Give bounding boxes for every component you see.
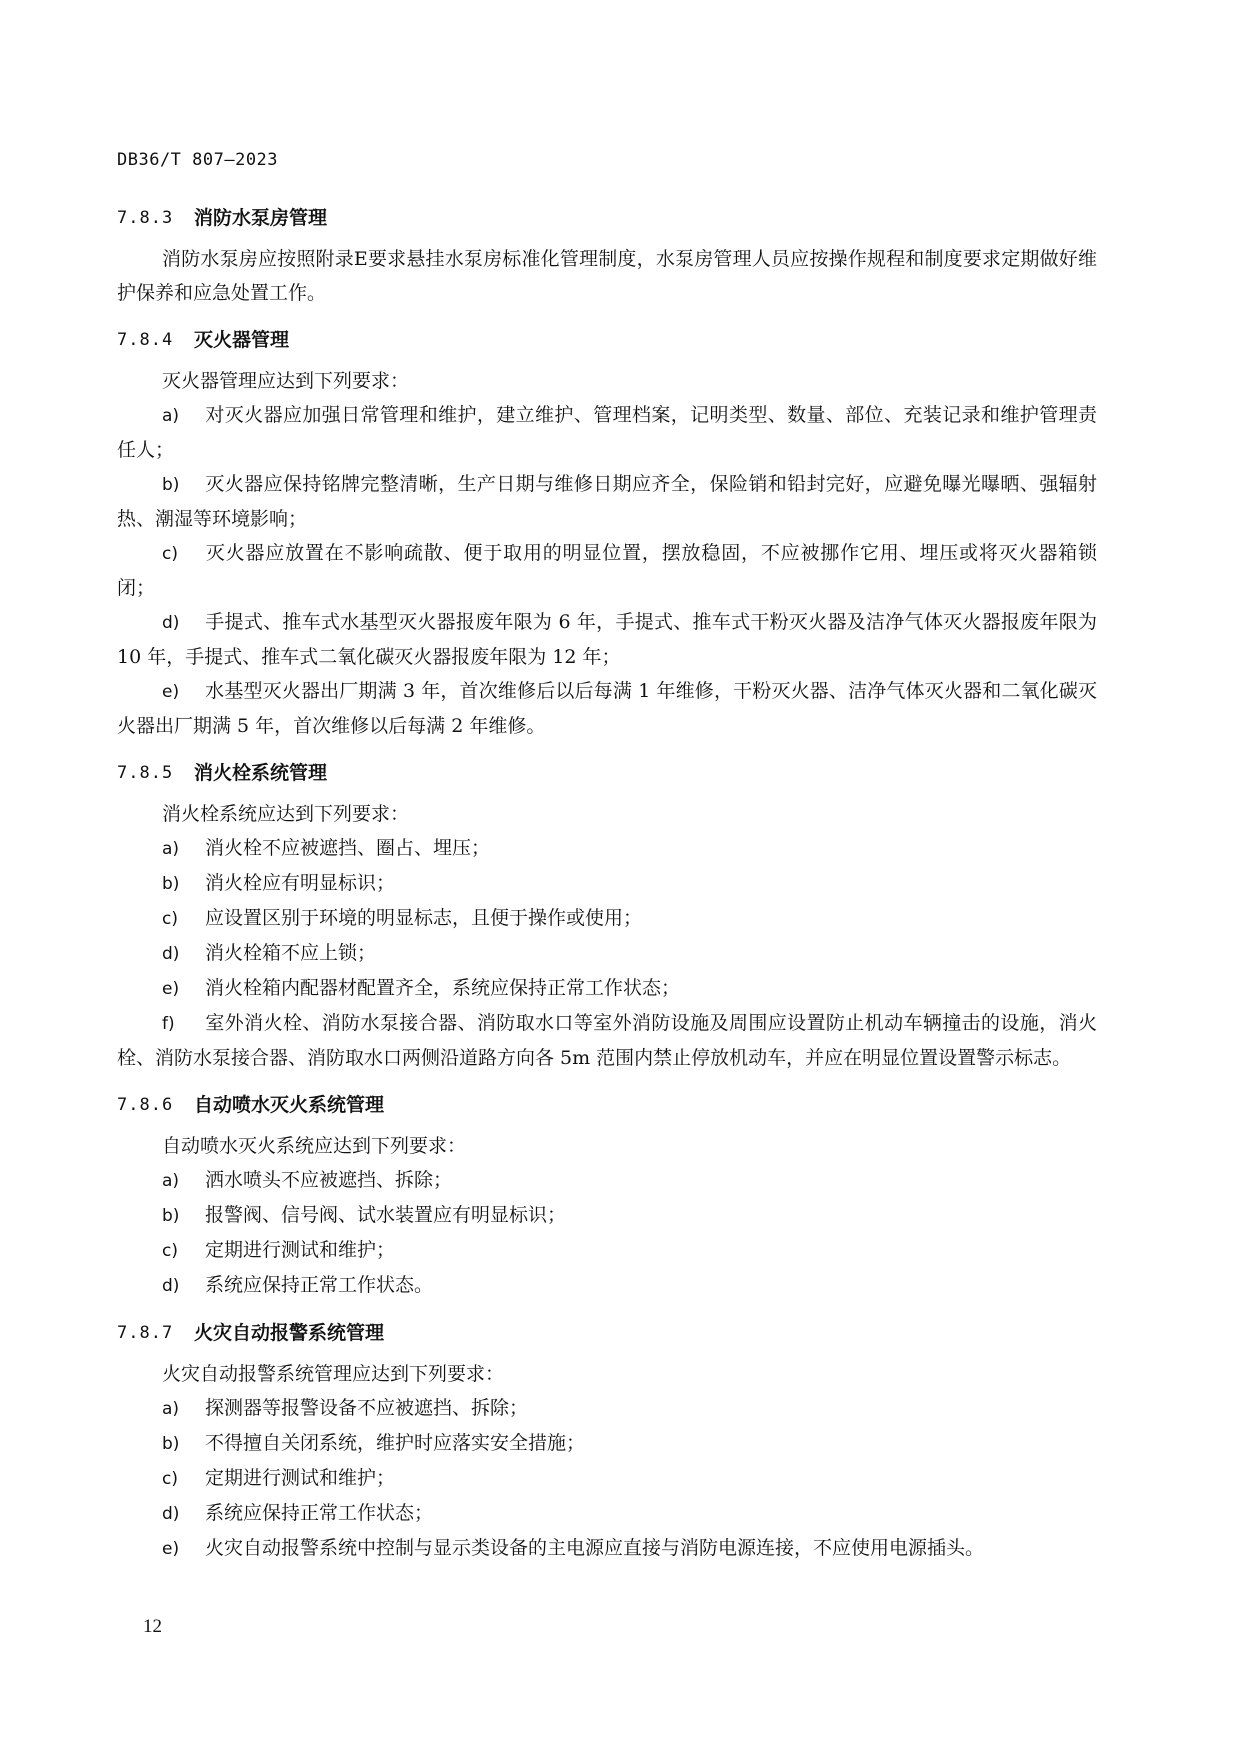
list-text: 定期进行测试和维护；: [205, 1467, 396, 1489]
list-text: 洒水喷头不应被遮挡、拆除；: [205, 1169, 453, 1191]
list-label: e): [162, 1539, 180, 1559]
list-item: [117, 1391, 1097, 1426]
list-label: f): [162, 1014, 175, 1034]
list-label: c): [162, 1469, 178, 1489]
list-item: [117, 1496, 1097, 1531]
list-text: 手提式、推车式水基型灭火器报废年限为 6 年，手提式、推车式干粉灭火器及洁净气体灭火器报废年限为 10 年，手提式、推车式二氧化碳灭火器报废年限为 12 年；: [117, 611, 1097, 668]
section-number: 7.8.7: [117, 1323, 174, 1343]
list-label: b): [162, 1206, 180, 1226]
section-number: 7.8.3: [117, 208, 174, 228]
section-intro: 消火栓系统应达到下列要求：: [162, 803, 410, 825]
list-label: d): [162, 1504, 180, 1524]
section-intro: 灭火器管理应达到下列要求：: [162, 370, 410, 392]
list-label: c): [162, 909, 178, 929]
list-text: 系统应保持正常工作状态；: [205, 1502, 434, 1524]
section-title: 自动喷水灭火系统管理: [194, 1094, 385, 1116]
list-item: [117, 1461, 1097, 1496]
list-label: b): [162, 1434, 180, 1454]
list-item: [117, 971, 1097, 1006]
section-number: 7.8.5: [117, 763, 174, 783]
list-text: 消火栓不应被遮挡、圈占、埋压；: [205, 837, 491, 859]
list-item: [117, 1198, 1097, 1233]
section-number: 7.8.6: [117, 1095, 174, 1115]
section-intro: 火灾自动报警系统管理应达到下列要求：: [162, 1363, 505, 1385]
list-text: 不得擅自关闭系统，维护时应落实安全措施；: [205, 1432, 586, 1454]
list-text: 灭火器应放置在不影响疏散、便于取用的明显位置，摆放稳固，不应被挪作它用、埋压或将灭火器箱锁闭；: [117, 542, 1097, 599]
list-item: [117, 1163, 1097, 1198]
list-text: 火灾自动报警系统中控制与显示类设备的主电源应直接与消防电源连接，不应使用电源插头。: [205, 1537, 985, 1559]
section-number: 7.8.4: [117, 330, 174, 350]
list-item: [117, 1426, 1097, 1461]
section-heading: [117, 198, 1097, 238]
list-text: 水基型灭火器出厂期满 3 年，首次维修后以后每满 1 年维修，干粉灭火器、洁净气体灭火器和二氧化碳灭火器出厂期满 5 年，首次维修以后每满 2 年维修。: [117, 680, 1097, 737]
list-text: 消火栓应有明显标识；: [205, 872, 396, 894]
section-heading: [117, 753, 1097, 793]
list-item: [117, 674, 1097, 743]
list-label: e): [162, 682, 180, 702]
list-label: a): [162, 839, 180, 859]
list-item: [117, 936, 1097, 971]
list-label: b): [162, 475, 180, 495]
section-7-8-4: [117, 320, 1097, 743]
list-item: [117, 1006, 1097, 1075]
list-item: [117, 1531, 1097, 1566]
list-label: e): [162, 979, 180, 999]
list-text: 应设置区别于环境的明显标志，且便于操作或使用；: [205, 907, 643, 929]
list-text: 对灭火器应加强日常管理和维护，建立维护、管理档案，记明类型、数量、部位、充装记录和维护管理责任人；: [117, 404, 1097, 461]
list-item: [117, 1268, 1097, 1303]
document-body: [117, 198, 1097, 1576]
section-7-8-6: [117, 1085, 1097, 1303]
section-7-8-3: [117, 198, 1097, 310]
list-label: a): [162, 406, 180, 426]
list-item: [117, 901, 1097, 936]
section-title: 火灾自动报警系统管理: [194, 1322, 385, 1344]
list-label: c): [162, 544, 178, 564]
list-item: [117, 398, 1097, 467]
section-paragraph: 消防水泵房应按照附录E要求悬挂水泵房标准化管理制度，水泵房管理人员应按操作规程和制度要求定期做好维护保养和应急处置工作。: [117, 248, 1097, 304]
section-title: 灭火器管理: [194, 329, 290, 351]
list-item: [117, 605, 1097, 674]
list-text: 消火栓箱不应上锁；: [205, 942, 377, 964]
list-text: 探测器等报警设备不应被遮挡、拆除；: [205, 1397, 529, 1419]
list-label: a): [162, 1171, 180, 1191]
list-item: [117, 536, 1097, 605]
list-label: d): [162, 944, 180, 964]
section-7-8-7: [117, 1313, 1097, 1566]
section-heading: [117, 1085, 1097, 1125]
list-label: c): [162, 1241, 178, 1261]
list-label: d): [162, 613, 180, 633]
list-text: 室外消火栓、消防水泵接合器、消防取水口等室外消防设施及周围应设置防止机动车辆撞击的设施，消火栓、消防水泵接合器、消防取水口两侧沿道路方向各 5m 范围内禁止停放机动车，并应在明显位置设置警示标志。: [117, 1012, 1097, 1069]
list-text: 定期进行测试和维护；: [205, 1239, 396, 1261]
list-text: 系统应保持正常工作状态。: [205, 1274, 434, 1296]
list-item: [117, 1233, 1097, 1268]
page-number: 12: [143, 1616, 162, 1637]
list-item: [117, 866, 1097, 901]
list-label: d): [162, 1276, 180, 1296]
list-text: 报警阀、信号阀、试水装置应有明显标识；: [205, 1204, 567, 1226]
section-intro: 自动喷水灭火系统应达到下列要求：: [162, 1135, 467, 1157]
section-heading: [117, 320, 1097, 360]
section-title: 消防水泵房管理: [194, 207, 328, 229]
list-text: 灭火器应保持铭牌完整清晰，生产日期与维修日期应齐全，保险销和铅封完好，应避免曝光曝晒、强辐射热、潮湿等环境影响；: [117, 473, 1097, 530]
list-item: [117, 467, 1097, 536]
document-code: DB36/T 807—2023: [117, 150, 279, 170]
section-title: 消火栓系统管理: [194, 762, 328, 784]
section-7-8-5: [117, 753, 1097, 1075]
list-text: 消火栓箱内配器材配置齐全，系统应保持正常工作状态；: [205, 977, 681, 999]
list-label: b): [162, 874, 180, 894]
list-item: [117, 831, 1097, 866]
list-label: a): [162, 1399, 180, 1419]
section-heading: [117, 1313, 1097, 1353]
